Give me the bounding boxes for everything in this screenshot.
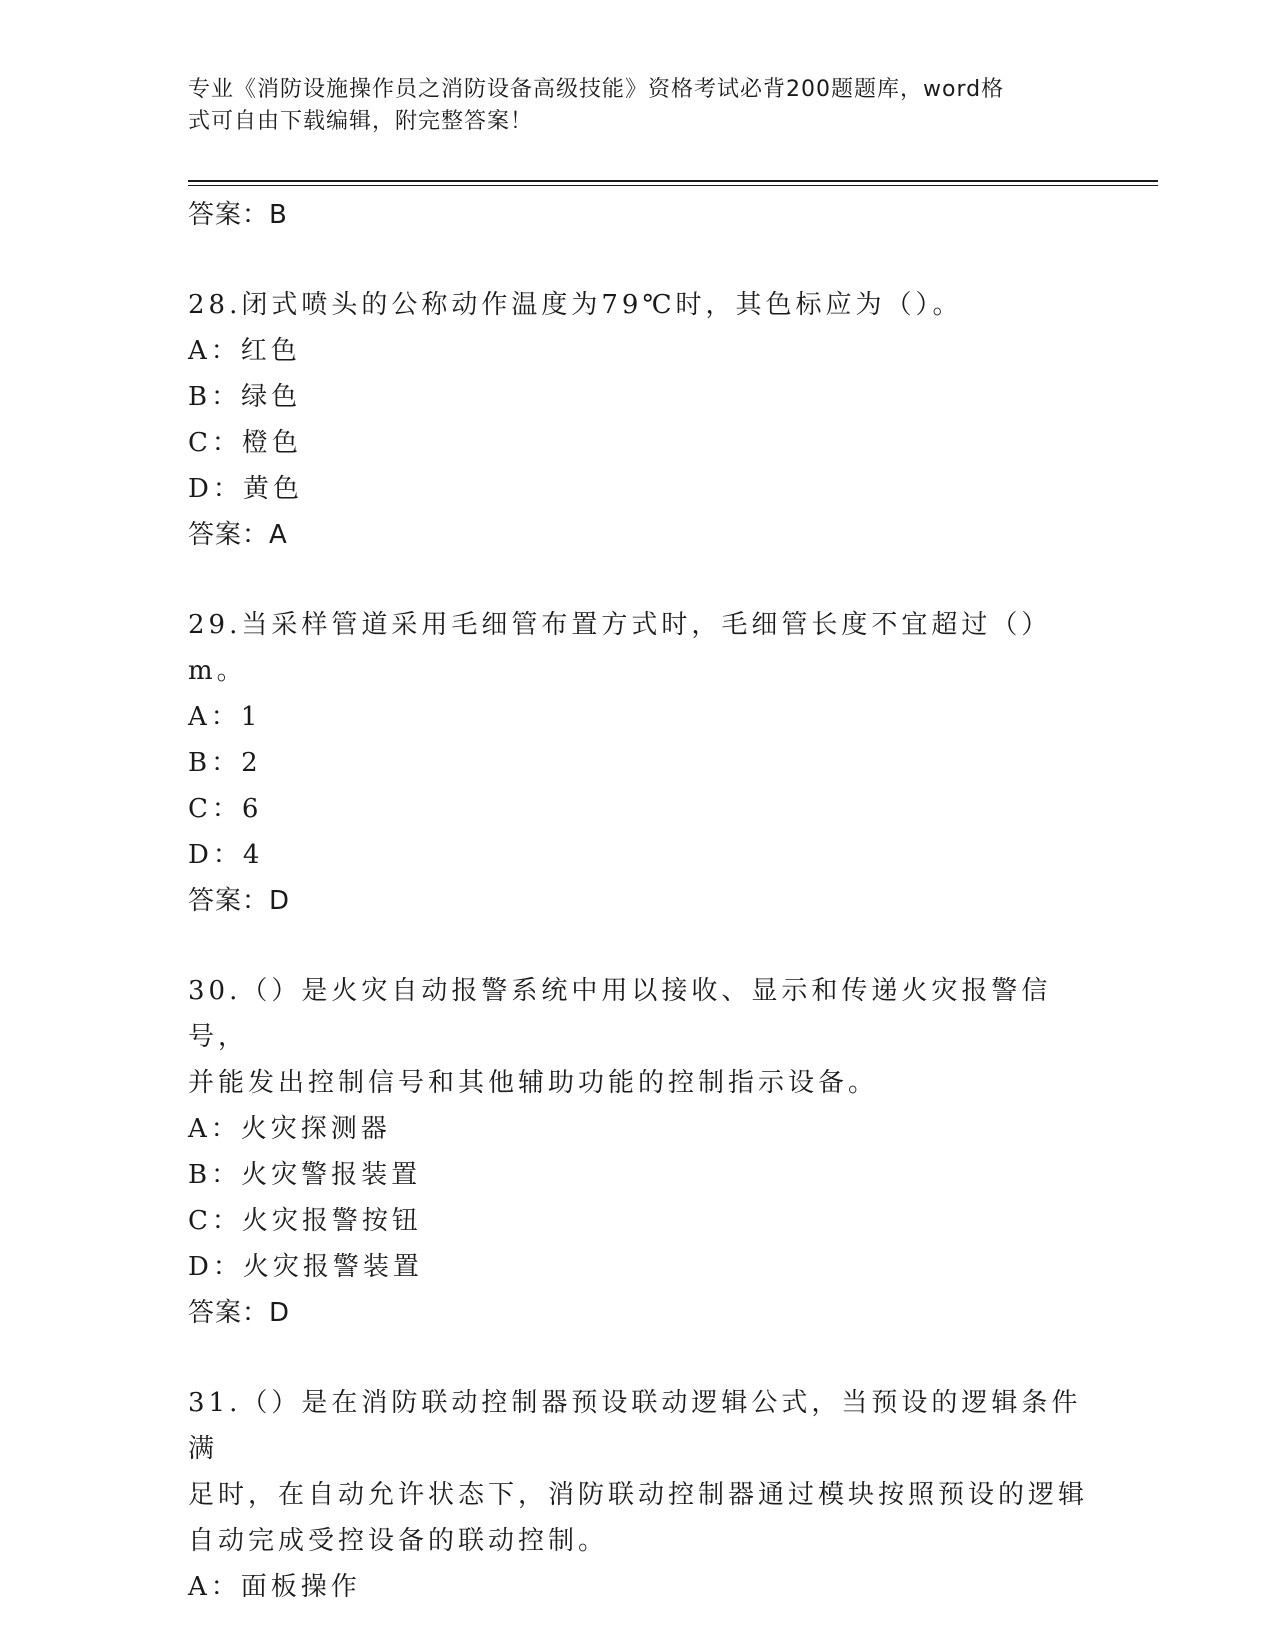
question-number: 29. xyxy=(188,610,242,640)
option-d: D：4 xyxy=(188,840,264,870)
header-line-2: 式可自由下载编辑，附完整答案！ xyxy=(188,109,534,134)
question-31 xyxy=(188,1380,1088,1610)
option-d: D：火灾报警装置 xyxy=(188,1252,423,1282)
option-b: B：2 xyxy=(188,748,262,778)
option-b: B：绿色 xyxy=(188,382,302,412)
option-c: C：橙色 xyxy=(188,428,302,458)
question-text: 29.当采样管道采用毛细管布置方式时，毛细管长度不宜超过（）m。 xyxy=(188,610,1052,686)
question-number: 28. xyxy=(188,290,242,320)
option-a: A：1 xyxy=(188,702,262,732)
option-b: B：火灾警报装置 xyxy=(188,1160,422,1190)
question-number: 30. xyxy=(188,976,242,1006)
answer-label: 答案： xyxy=(188,886,270,916)
answer-label: 答案： xyxy=(188,200,270,230)
question-text: 30.（）是火灾自动报警系统中用以接收、显示和传递火灾报警信号， 并能发出控制信号和其他辅助功能的控制指示设备。 xyxy=(188,976,1052,1098)
question-text: 28.闭式喷头的公称动作温度为79℃时，其色标应为（）。 xyxy=(188,290,963,320)
answer-value: D xyxy=(269,886,291,916)
header-rule-thin xyxy=(188,185,1158,186)
option-d: D：黄色 xyxy=(188,474,303,504)
option-c: C：火灾报警按钮 xyxy=(188,1206,422,1236)
answer xyxy=(188,512,1088,558)
question-list xyxy=(188,192,1088,1610)
document-header xyxy=(188,74,1068,138)
header-rule-thick xyxy=(188,180,1158,182)
option-a: A：面板操作 xyxy=(188,1572,361,1602)
answer-label: 答案： xyxy=(188,520,270,550)
question-text: 31.（）是在消防联动控制器预设联动逻辑公式，当预设的逻辑条件满 足时，在自动允许状态下，消防联动控制器通过模块按照预设的逻辑 自动完成受控设备的联动控制。 xyxy=(188,1388,1089,1556)
previous-answer xyxy=(188,192,1088,238)
option-a: A：火灾探测器 xyxy=(188,1114,391,1144)
option-a: A：红色 xyxy=(188,336,301,366)
question-28 xyxy=(188,282,1088,558)
answer xyxy=(188,1290,1088,1336)
question-number: 31. xyxy=(188,1388,242,1418)
answer-value: A xyxy=(269,520,288,550)
answer-label: 答案： xyxy=(188,1298,270,1328)
answer-value: B xyxy=(269,200,288,230)
question-30 xyxy=(188,968,1088,1336)
question-29 xyxy=(188,602,1088,924)
option-c: C：6 xyxy=(188,794,263,824)
answer-value: D xyxy=(269,1298,291,1328)
answer xyxy=(188,878,1088,924)
header-line-1: 专业《消防设施操作员之消防设备高级技能》资格考试必背200题题库，word格 xyxy=(188,77,1005,102)
